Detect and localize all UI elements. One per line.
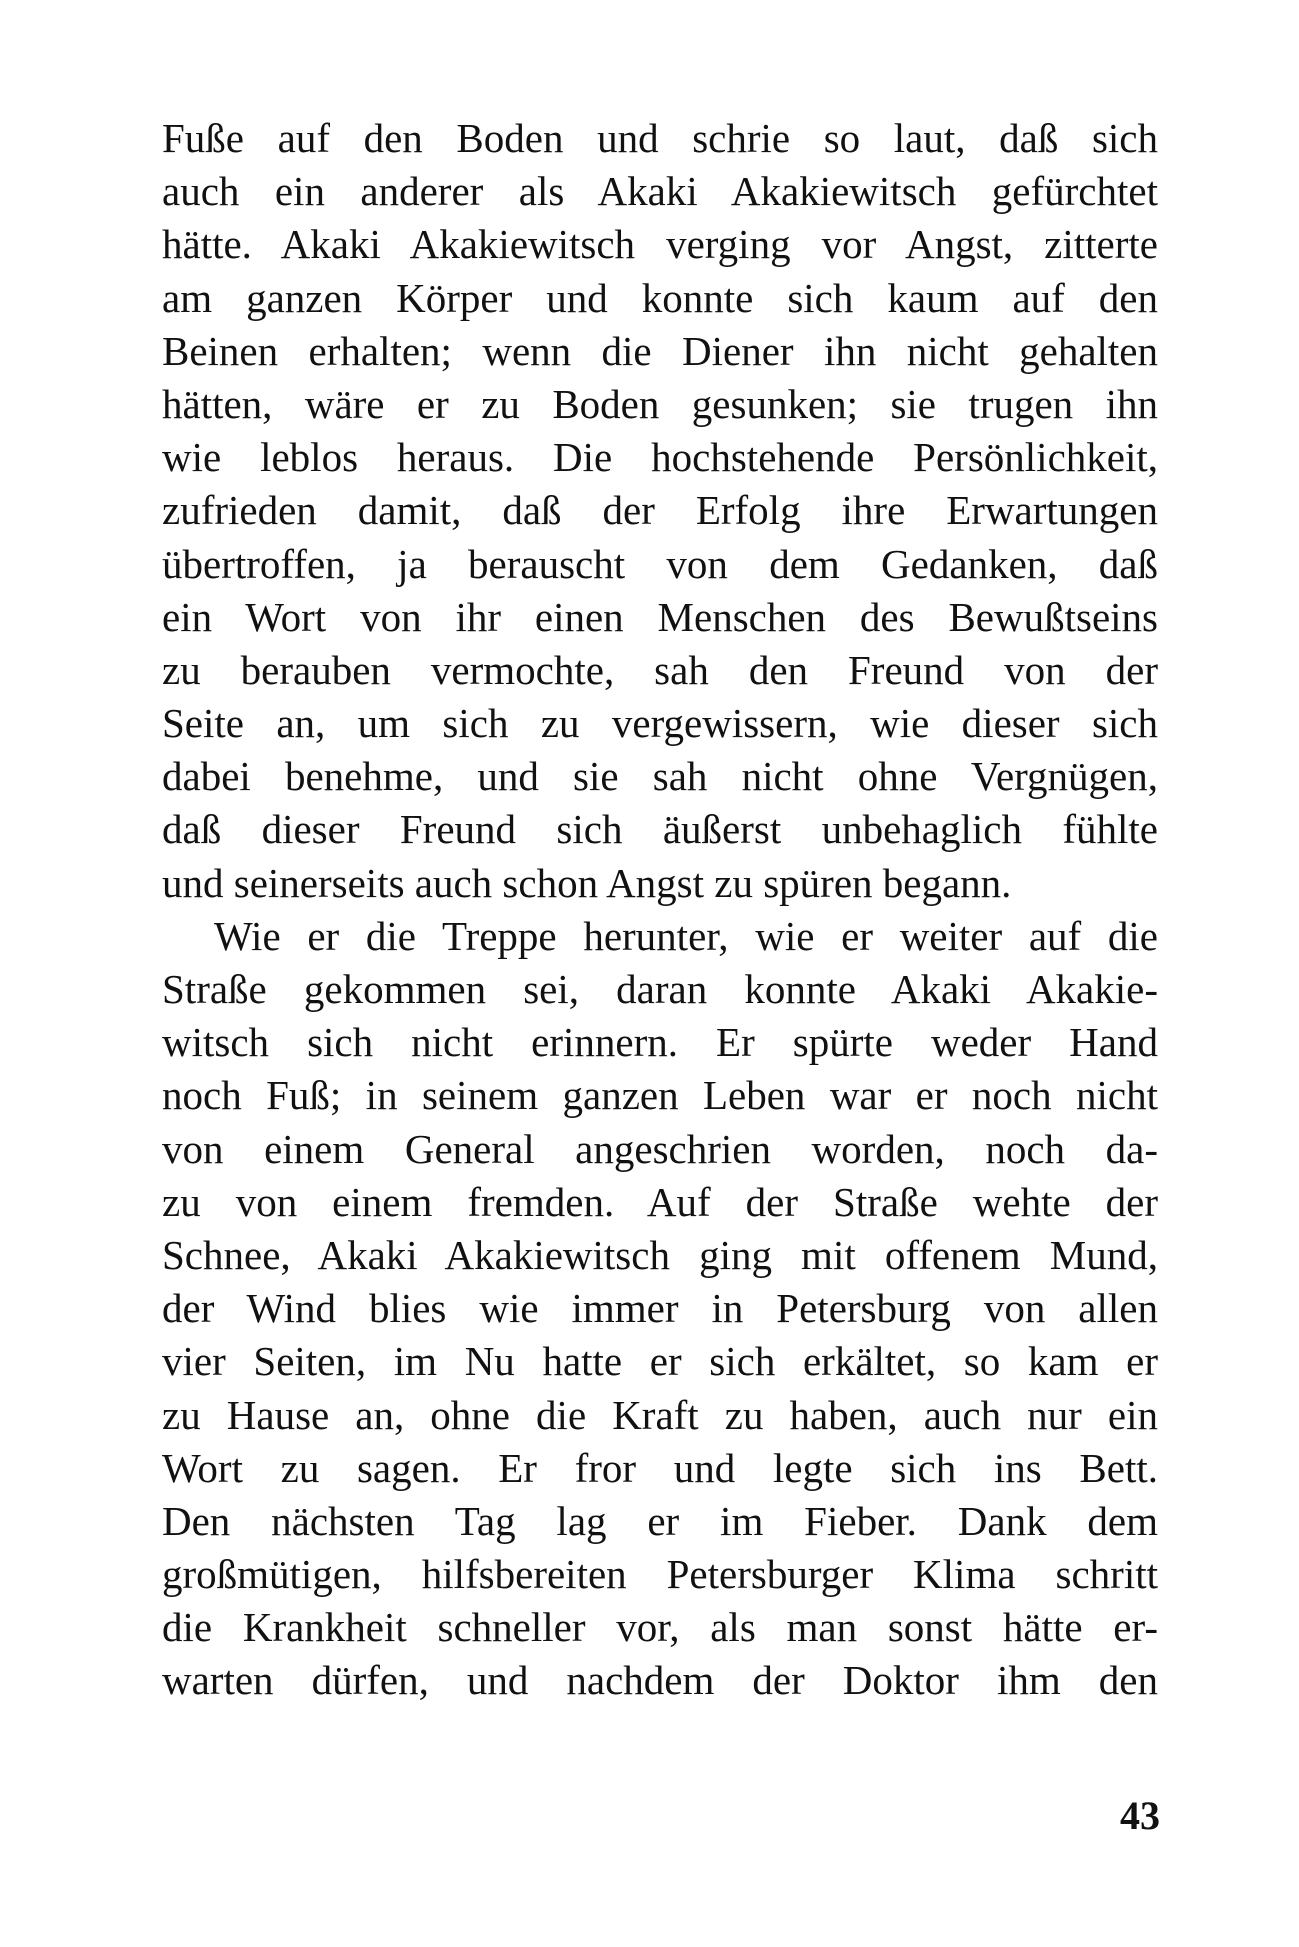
text-line: die Krankheit schneller vor, als man sonst hätte er-: [162, 1604, 1158, 1651]
text-line: dabei benehme, und sie sah nicht ohne Vergnügen,: [162, 753, 1158, 800]
text-line: vier Seiten, im Nu hatte er sich erkältet, so kam er: [162, 1338, 1158, 1385]
text-line: am ganzen Körper und konnte sich kaum auf den: [162, 274, 1158, 321]
text-line: Seite an, um sich zu vergewissern, wie dieser sich: [162, 700, 1158, 747]
text-line: zu berauben vermochte, sah den Freund von der: [162, 646, 1158, 693]
text-line: hätten, wäre er zu Boden gesunken; sie trugen ihn: [162, 380, 1158, 427]
paragraph-end-line: und seinerseits auch schon Angst zu spüren begann.: [162, 859, 1012, 906]
text-line: Den nächsten Tag lag er im Fieber. Dank dem: [162, 1497, 1158, 1544]
text-line: Beinen erhalten; wenn die Diener ihn nicht gehalten: [162, 327, 1158, 374]
text-line: warten dürfen, und nachdem der Doktor ihm den: [162, 1657, 1158, 1704]
text-line: Wort zu sagen. Er fror und legte sich ins Bett.: [162, 1444, 1158, 1491]
text-line: übertroffen, ja berauscht von dem Gedanken, daß: [162, 540, 1158, 587]
text-line: wie leblos heraus. Die hochstehende Persönlichkeit,: [162, 434, 1158, 481]
text-line: Straße gekommen sei, daran konnte Akaki Akakie-: [162, 966, 1158, 1012]
text-line: auch ein anderer als Akaki Akakiewitsch gefürchtet: [162, 168, 1158, 215]
paragraph-start-line: Wie er die Treppe herunter, wie er weiter auf die: [214, 912, 1158, 959]
text-line: noch Fuß; in seinem ganzen Leben war er noch nicht: [162, 1072, 1158, 1119]
text-line: großmütigen, hilfsbereiten Petersburger Klima schritt: [162, 1551, 1158, 1598]
text-line: Schnee, Akaki Akakiewitsch ging mit offenem Mund,: [162, 1231, 1158, 1278]
text-line: zufrieden damit, daß der Erfolg ihre Erwartungen: [162, 487, 1158, 534]
text-line: Fuße auf den Boden und schrie so laut, daß sich: [162, 115, 1158, 161]
text-line: witsch sich nicht erinnern. Er spürte weder Hand: [162, 1019, 1158, 1066]
text-line: von einem General angeschrien worden, noch da-: [162, 1125, 1158, 1172]
page-number: 43: [1120, 1793, 1160, 1838]
text-line: hätte. Akaki Akakiewitsch verging vor Angst, zitterte: [162, 221, 1158, 268]
text-line: zu von einem fremden. Auf der Straße wehte der: [162, 1178, 1158, 1225]
body-text: [162, 112, 1158, 1708]
text-line: zu Hause an, ohne die Kraft zu haben, auch nur ein: [162, 1391, 1158, 1438]
text-line: ein Wort von ihr einen Menschen des Bewußtseins: [162, 593, 1158, 640]
text-line: daß dieser Freund sich äußerst unbehaglich fühlte: [162, 806, 1158, 853]
text-line: der Wind blies wie immer in Petersburg von allen: [162, 1285, 1158, 1332]
